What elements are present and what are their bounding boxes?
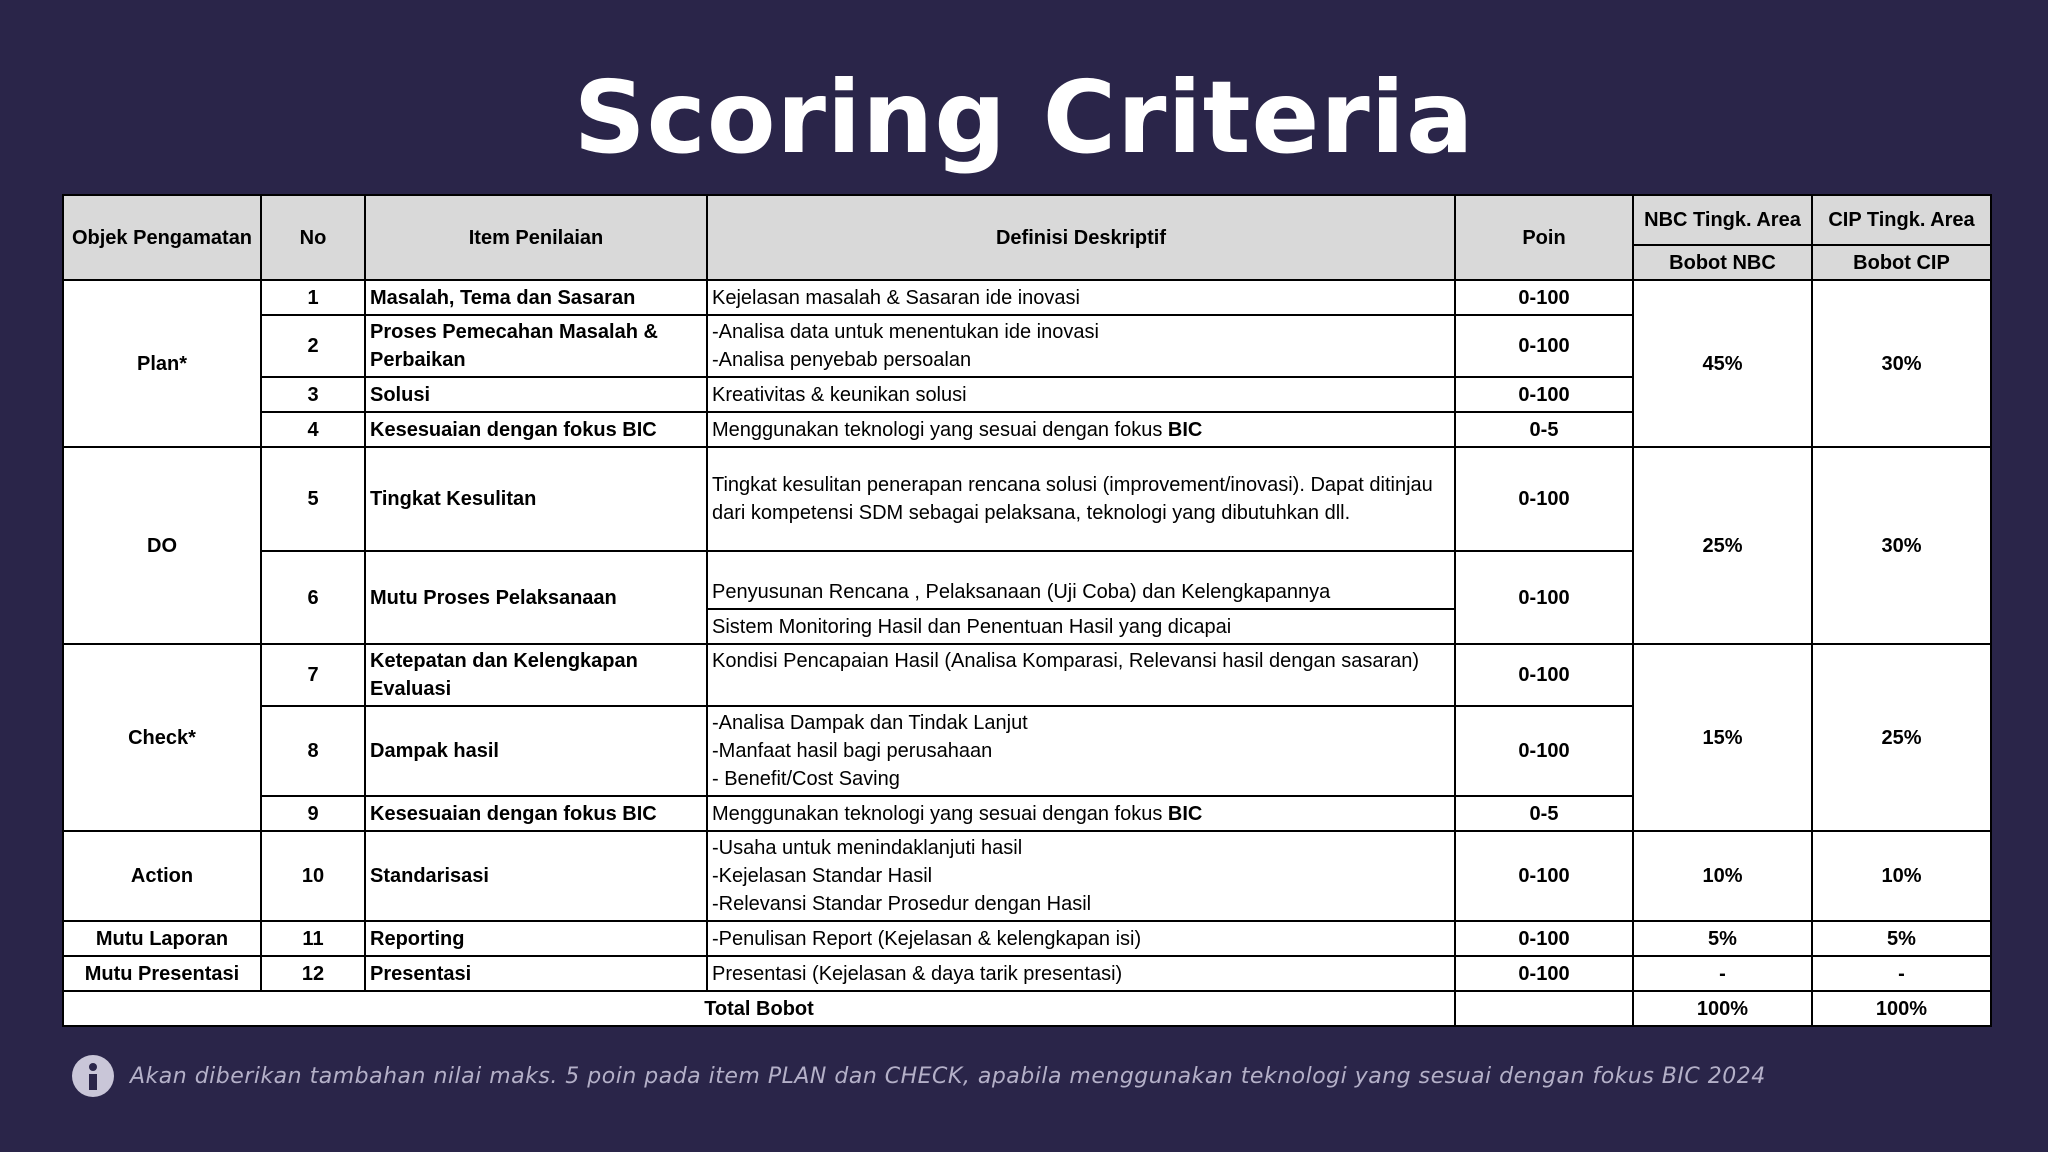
- group-check: Check*: [63, 644, 261, 831]
- bobot-nbc-action: 10%: [1633, 831, 1812, 921]
- row-no: 10: [261, 831, 365, 921]
- row-poin: 0-100: [1455, 551, 1633, 644]
- header-objek-pengamatan: Objek Pengamatan: [63, 195, 261, 280]
- bobot-cip-check: 25%: [1812, 644, 1991, 831]
- row-definisi: [707, 412, 1455, 447]
- row-item: Standarisasi: [365, 831, 707, 921]
- bobot-nbc-plan: 45%: [1633, 280, 1812, 447]
- table-row: [63, 956, 1991, 991]
- row-definisi: Presentasi (Kejelasan & daya tarik presentasi): [707, 956, 1455, 991]
- row-definisi: Kondisi Pencapaian Hasil (Analisa Komparasi, Relevansi hasil dengan sasaran): [707, 644, 1455, 706]
- table-row: [63, 447, 1991, 551]
- definisi-bold-text: BIC: [1167, 802, 1203, 825]
- row-poin: 0-100: [1455, 921, 1633, 956]
- row-definisi: Tingkat kesulitan penerapan rencana solusi (improvement/inovasi). Dapat ditinjau dari kompetensi SDM sebagai pelaksana, teknologi yang dibutuhkan dll.: [707, 447, 1455, 551]
- row-poin: 0-100: [1455, 644, 1633, 706]
- row-poin: 0-100: [1455, 831, 1633, 921]
- row-definisi: -Analisa data untuk menentukan ide inovasi -Analisa penyebab persoalan: [707, 315, 1455, 377]
- group-action: Action: [63, 831, 261, 921]
- row-poin: 0-100: [1455, 315, 1633, 377]
- row-poin: 0-100: [1455, 706, 1633, 796]
- row-no: 5: [261, 447, 365, 551]
- footnote: [72, 1054, 2012, 1098]
- row-no: 12: [261, 956, 365, 991]
- row-item: Tingkat Kesulitan: [365, 447, 707, 551]
- bobot-nbc-check: 15%: [1633, 644, 1812, 831]
- row-definisi: -Usaha untuk menindaklanjuti hasil -Kejelasan Standar Hasil -Relevansi Standar Prosedur dengan Hasil: [707, 831, 1455, 921]
- row-definisi: Kreativitas & keunikan solusi: [707, 377, 1455, 412]
- row-no: 4: [261, 412, 365, 447]
- total-row: [63, 991, 1991, 1026]
- row-item: Kesesuaian dengan fokus BIC: [365, 796, 707, 831]
- header-no: No: [261, 195, 365, 280]
- definisi-text: Menggunakan teknologi yang sesuai dengan fokus: [712, 802, 1168, 825]
- info-icon: [72, 1055, 114, 1097]
- row-definisi: Penyusunan Rencana , Pelaksanaan (Uji Coba) dan Kelengkapannya: [707, 551, 1455, 609]
- bobot-nbc-do: 25%: [1633, 447, 1812, 644]
- row-poin: 0-100: [1455, 377, 1633, 412]
- header-cip-tingk-area: CIP Tingk. Area: [1812, 195, 1991, 245]
- header-poin: Poin: [1455, 195, 1633, 280]
- row-item: Ketepatan dan Kelengkapan Evaluasi: [365, 644, 707, 706]
- header-definisi-deskriptif: Definisi Deskriptif: [707, 195, 1455, 280]
- table-row: [63, 831, 1991, 921]
- total-bobot-label: Total Bobot: [63, 991, 1455, 1026]
- definisi-bold-text: BIC: [1167, 418, 1203, 441]
- row-item: Kesesuaian dengan fokus BIC: [365, 412, 707, 447]
- group-plan: Plan*: [63, 280, 261, 447]
- row-no: 3: [261, 377, 365, 412]
- row-definisi: [707, 796, 1455, 831]
- row-no: 1: [261, 280, 365, 315]
- header-nbc-tingk-area: NBC Tingk. Area: [1633, 195, 1812, 245]
- total-cip: 100%: [1812, 991, 1991, 1026]
- row-item: Masalah, Tema dan Sasaran: [365, 280, 707, 315]
- row-no: 11: [261, 921, 365, 956]
- row-item: Presentasi: [365, 956, 707, 991]
- row-poin: 0-100: [1455, 280, 1633, 315]
- row-item: Solusi: [365, 377, 707, 412]
- group-mutu-laporan: Mutu Laporan: [63, 921, 261, 956]
- group-mutu-presentasi: Mutu Presentasi: [63, 956, 261, 991]
- row-poin: 0-100: [1455, 447, 1633, 551]
- bobot-cip-presentasi: -: [1812, 956, 1991, 991]
- row-no: 7: [261, 644, 365, 706]
- header-item-penilaian: Item Penilaian: [365, 195, 707, 280]
- row-poin: 0-100: [1455, 956, 1633, 991]
- row-poin: 0-5: [1455, 796, 1633, 831]
- total-nbc: 100%: [1633, 991, 1812, 1026]
- bobot-nbc-laporan: 5%: [1633, 921, 1812, 956]
- definisi-text: Menggunakan teknologi yang sesuai dengan fokus: [712, 418, 1168, 441]
- bobot-cip-plan: 30%: [1812, 280, 1991, 447]
- row-poin: 0-5: [1455, 412, 1633, 447]
- row-no: 6: [261, 551, 365, 644]
- bobot-cip-laporan: 5%: [1812, 921, 1991, 956]
- header-bobot-nbc: Bobot NBC: [1633, 245, 1812, 280]
- table-row: [63, 280, 1991, 315]
- scoring-criteria-table: [62, 194, 1992, 1027]
- total-poin: [1455, 991, 1633, 1026]
- table-row: [63, 921, 1991, 956]
- footnote-text: Akan diberikan tambahan nilai maks. 5 poin pada item PLAN dan CHECK, apabila menggunakan teknologi yang sesuai dengan fokus BIC 2024: [130, 1063, 1766, 1089]
- page-title: Scoring Criteria: [573, 59, 1475, 176]
- bobot-cip-action: 10%: [1812, 831, 1991, 921]
- row-item: Mutu Proses Pelaksanaan: [365, 551, 707, 644]
- row-no: 2: [261, 315, 365, 377]
- row-definisi: -Analisa Dampak dan Tindak Lanjut -Manfaat hasil bagi perusahaan - Benefit/Cost Saving: [707, 706, 1455, 796]
- row-no: 9: [261, 796, 365, 831]
- row-item: Proses Pemecahan Masalah & Perbaikan: [365, 315, 707, 377]
- row-definisi: Kejelasan masalah & Sasaran ide inovasi: [707, 280, 1455, 315]
- row-definisi: -Penulisan Report (Kejelasan & kelengkapan isi): [707, 921, 1455, 956]
- table-row: [63, 644, 1991, 706]
- row-definisi-2: Sistem Monitoring Hasil dan Penentuan Hasil yang dicapai: [707, 609, 1455, 644]
- row-item: Dampak hasil: [365, 706, 707, 796]
- group-do: DO: [63, 447, 261, 644]
- row-item: Reporting: [365, 921, 707, 956]
- row-no: 8: [261, 706, 365, 796]
- bobot-cip-do: 30%: [1812, 447, 1991, 644]
- header-bobot-cip: Bobot CIP: [1812, 245, 1991, 280]
- bobot-nbc-presentasi: -: [1633, 956, 1812, 991]
